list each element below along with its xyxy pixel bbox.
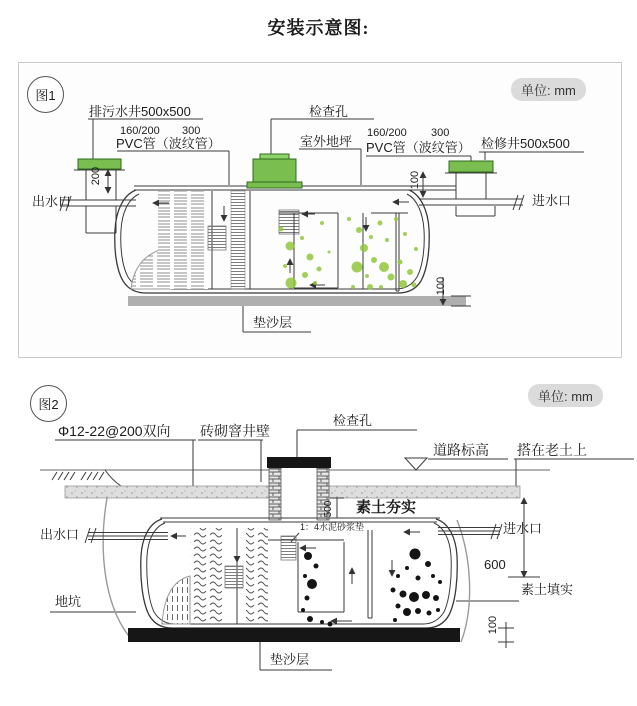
figure1-inlet-well-cap xyxy=(449,161,493,172)
brick-wall-label: 砖砌窨井壁 xyxy=(200,423,270,439)
figure2-tag: 图2 xyxy=(30,385,67,422)
on-old-soil-label: 搭在老土上 xyxy=(517,442,587,458)
inspection-hole-label: 检查孔 xyxy=(309,104,349,119)
road-level-label: 道路标高 xyxy=(433,442,489,458)
sand-layer2-label: 垫沙层 xyxy=(270,652,310,667)
pvc-size-left-b: 300 xyxy=(182,125,201,137)
rebar-label: Φ12-22@200双向 xyxy=(58,423,171,439)
figure2-panel xyxy=(0,370,637,706)
outdoor-ground-label: 室外地坪 xyxy=(300,134,353,149)
figure1-tag: 图1 xyxy=(27,76,64,113)
pvc-size-left-a: 160/200 xyxy=(120,125,160,137)
figure2-unit-badge: 单位: mm xyxy=(528,384,603,407)
outlet2-label: 出水口 xyxy=(40,527,80,542)
figure1-unit-badge: 单位: mm xyxy=(511,78,586,101)
figure2-drawing xyxy=(0,370,637,706)
inspection-hole2-label: 检查孔 xyxy=(333,413,373,428)
rammed-soil-label: 素土夯实 xyxy=(356,499,417,516)
inlet-label: 进水口 xyxy=(532,193,572,208)
pvc-pipe-left-label: PVC管（波纹管） xyxy=(116,136,221,151)
pvc-pipe-right-label: PVC管（波纹管） xyxy=(366,140,471,155)
dim-100-top: 100 xyxy=(409,170,421,190)
figure1-inlet-well xyxy=(419,172,524,216)
inlet2-label: 进水口 xyxy=(503,521,543,536)
dim-500: 500 xyxy=(323,500,334,518)
dim-600: 600 xyxy=(484,557,506,572)
sand-layer-label: 垫沙层 xyxy=(253,315,293,330)
dim-200: 200 xyxy=(90,166,102,186)
figure1-sand-base-slab xyxy=(128,296,466,306)
pvc-size-right-b: 300 xyxy=(431,127,450,139)
soil-fill-label: 素土填实 xyxy=(521,582,574,597)
figure2-tank-interior xyxy=(162,528,372,624)
outlet-label: 出水口 xyxy=(32,194,72,209)
figure1-panel xyxy=(18,62,622,358)
figure2-sand-base-slab xyxy=(128,628,460,642)
mortar-pad-label: 1：4水泥砂浆垫 xyxy=(300,522,365,532)
figure1-bubbles xyxy=(279,217,419,290)
pit-label: 地坑 xyxy=(55,594,82,609)
sewage-well-label: 排污水井500x500 xyxy=(89,104,191,119)
page-title: 安装示意图: xyxy=(267,18,370,38)
pvc-size-right-a: 160/200 xyxy=(367,127,407,139)
service-well-label: 检修井500x500 xyxy=(481,136,570,151)
dim-100-bottom: 100 xyxy=(435,276,447,296)
dim-100-2: 100 xyxy=(487,615,499,635)
figure1-manhole-cover xyxy=(247,154,302,188)
figure2-manhole xyxy=(267,457,331,520)
